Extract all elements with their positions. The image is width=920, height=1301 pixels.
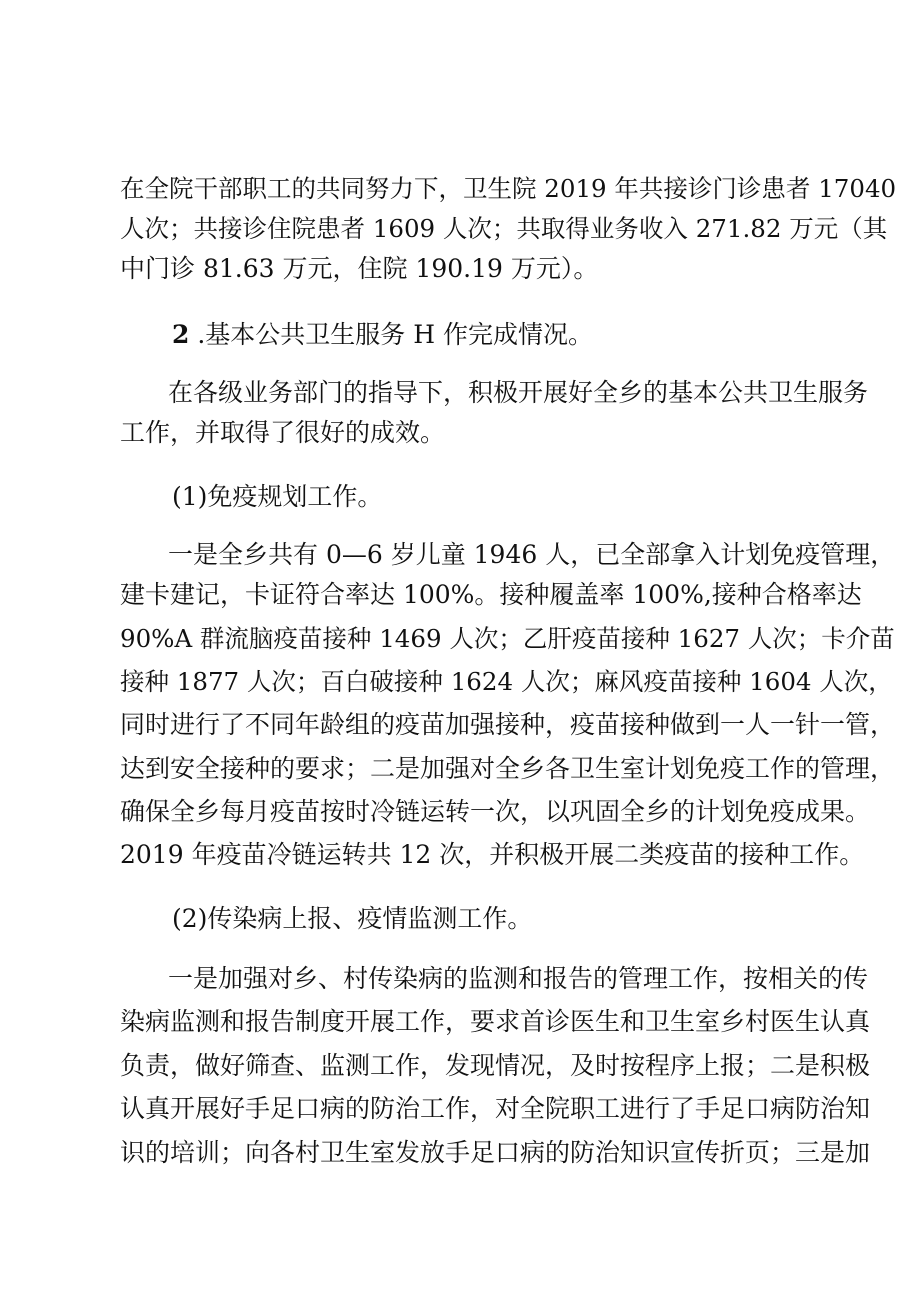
paragraph-4-line-2: 染病监测和报告制度开展工作，要求首诊医生和卫生室乡村医生认真 <box>120 1007 871 1036</box>
paragraph-3-line-4: 接种 1877 人次；百白破接种 1624 人次；麻风疫苗接种 1604 人次， <box>120 667 893 696</box>
paragraph-4-line-5: 识的培训；向各村卫生室发放手足口病的防治知识宣传折页；三是加 <box>120 1138 871 1167</box>
paragraph-3-line-7: 确保全乡每月疫苗按时冷链运转一次，以巩固全乡的计划免疫成果。 <box>120 797 871 826</box>
paragraph-4-line-4: 认真开展好手足口病的防治工作，对全院职工进行了手足口病防治知 <box>120 1094 871 1123</box>
section-heading-2-text: .基本公共卫生服务 H 作完成情况。 <box>189 320 593 349</box>
paragraph-3-line-6: 达到安全接种的要求；二是加强对全乡各卫生室计划免疫工作的管理， <box>120 754 896 783</box>
paragraph-1-line-2: 人次；共接诊住院患者 1609 人次；共取得业务收入 271.82 万元（其 <box>120 214 888 243</box>
section-heading-2-number: 2 <box>172 320 190 349</box>
paragraph-1-line-3: 中门诊 81.63 万元，住院 190.19 万元）。 <box>120 254 599 283</box>
paragraph-1-line-1: 在全院干部职工的共同努力下，卫生院 2019 年共接诊门诊患者 17040 <box>120 174 897 203</box>
paragraph-3-line-8: 2019 年疫苗冷链运转共 12 次，并积极开展二类疫苗的接种工作。 <box>120 840 865 869</box>
paragraph-3-line-1: 一是全乡共有 0—6 岁儿童 1946 人，已全部拿入计划免疫管理， <box>168 540 896 569</box>
paragraph-2-line-2: 工作，并取得了很好的成效。 <box>120 418 446 447</box>
paragraph-3-line-5: 同时进行了不同年龄组的疫苗加强接种，疫苗接种做到一人一针一管， <box>120 710 896 739</box>
paragraph-3-line-2: 建卡建记，卡证符合率达 100%。接种履盖率 100%,接种合格率达 <box>120 580 862 609</box>
subheading-immunization: (1)免疫规划工作。 <box>172 482 383 511</box>
section-heading-2 <box>172 318 593 352</box>
subheading-infectious-disease: (2)传染病上报、疫情监测工作。 <box>172 904 533 933</box>
paragraph-3-line-3: 90%A 群流脑疫苗接种 1469 人次；乙肝疫苗接种 1627 人次；卡介苗 <box>120 624 895 653</box>
paragraph-4-line-1: 一是加强对乡、村传染病的监测和报告的管理工作，按相关的传 <box>168 964 869 993</box>
paragraph-4-line-3: 负责，做好筛查、监测工作，发现情况，及时按程序上报；二是积极 <box>120 1051 871 1080</box>
paragraph-2-line-1: 在各级业务部门的指导下，积极开展好全乡的基本公共卫生服务 <box>168 378 869 407</box>
